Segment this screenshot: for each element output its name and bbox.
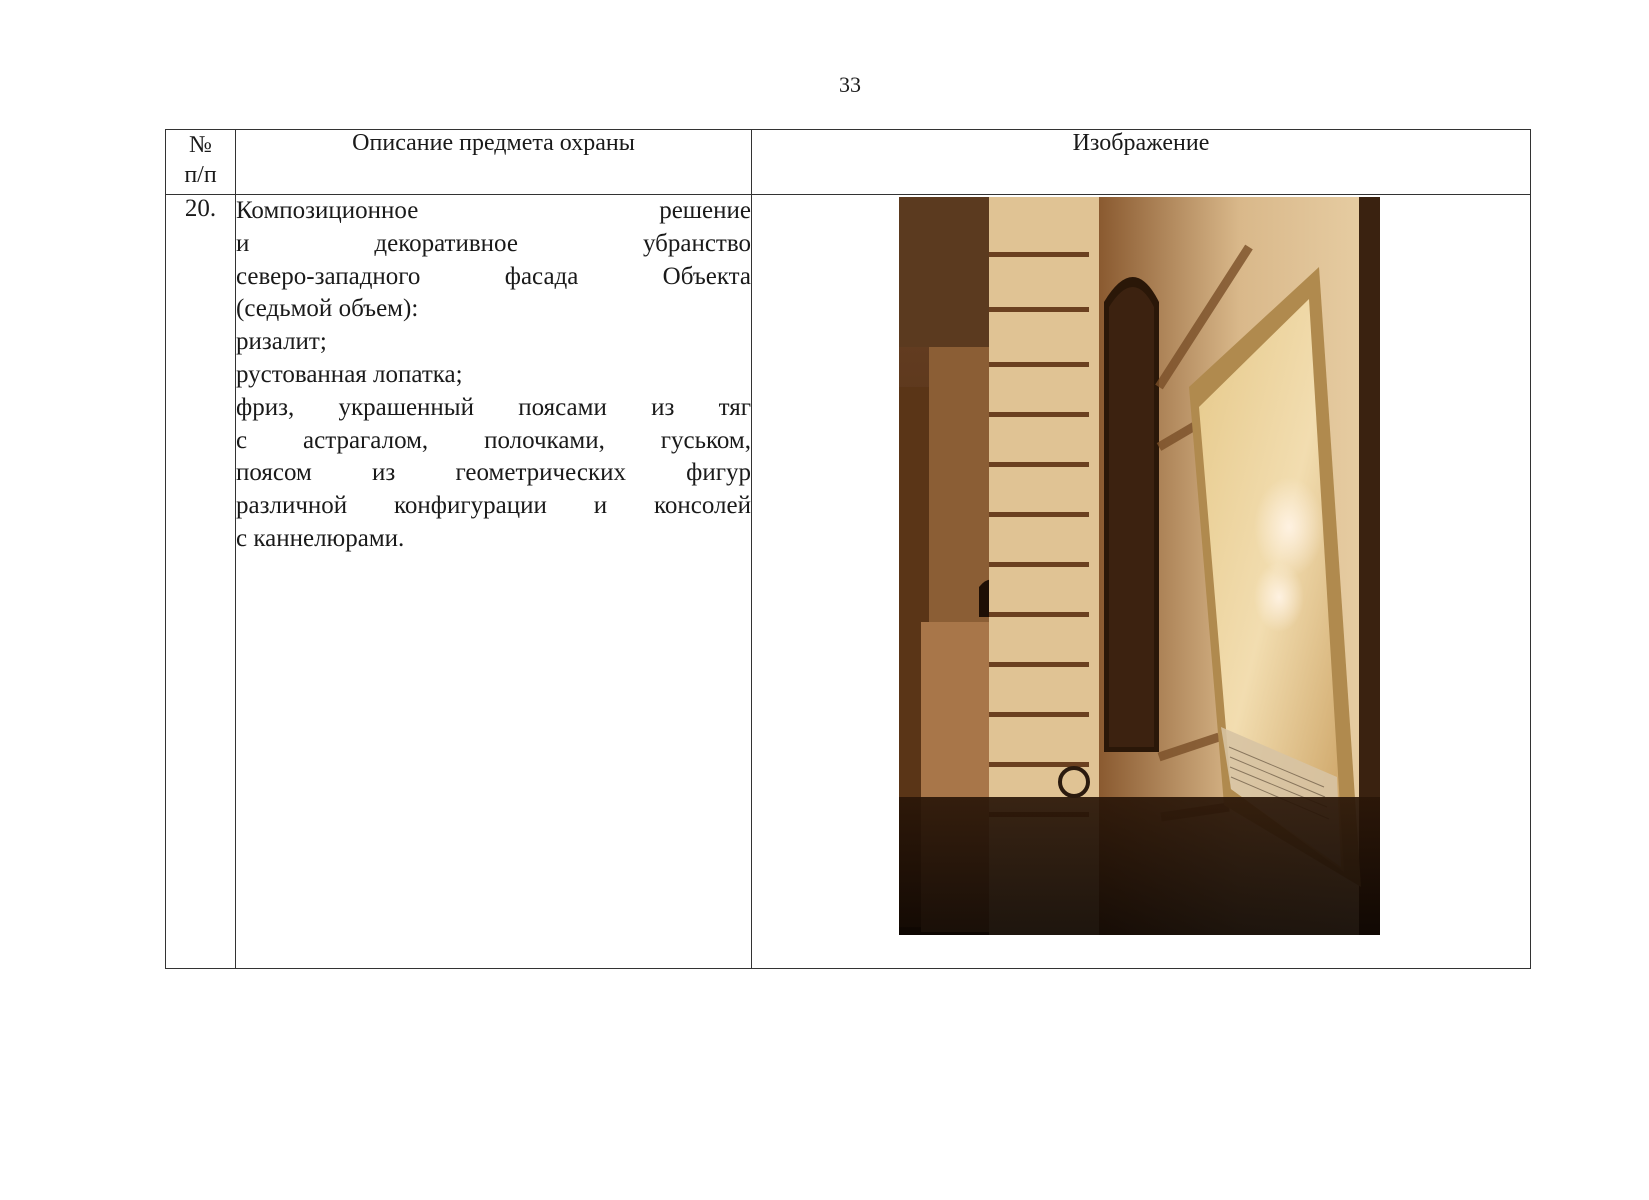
- header-image: Изображение: [752, 130, 1531, 195]
- description-line: [236, 228, 751, 261]
- description-word: решение: [659, 197, 751, 224]
- description-word: геометрических: [455, 459, 626, 487]
- description-word: из: [372, 459, 396, 487]
- protection-table: [165, 129, 1531, 969]
- description-word: фриз,: [236, 393, 295, 421]
- description-word: консолей: [654, 492, 751, 520]
- description-word: фигур: [686, 459, 751, 487]
- description-word: поясом: [236, 459, 312, 487]
- page-number: 33: [839, 72, 861, 97]
- description-word: с каннелюрами.: [236, 524, 405, 552]
- description-word: и: [593, 492, 608, 520]
- description-word: Объекта: [662, 262, 751, 290]
- description-word: полочками,: [484, 426, 605, 454]
- description-line: [236, 359, 751, 392]
- description-word: и: [236, 229, 250, 257]
- description-word: северо-западного: [236, 262, 421, 290]
- description-word: (седьмой объем):: [236, 295, 419, 323]
- description-word: гуськом,: [660, 426, 751, 454]
- description-line: [236, 425, 751, 458]
- description-word: тяг: [718, 393, 751, 421]
- description-word: различной: [236, 492, 348, 520]
- description-line: [236, 457, 751, 490]
- description-word: декоративное: [374, 229, 518, 257]
- table-header-row: [166, 130, 1531, 195]
- row-image-cell: [752, 195, 1531, 969]
- description-word: из: [651, 393, 675, 421]
- description-line: [236, 195, 751, 228]
- description-line: [236, 490, 751, 523]
- description-word: с: [236, 426, 248, 454]
- header-number-line: №: [189, 132, 212, 158]
- description-word: убранство: [642, 229, 751, 257]
- row-description: [236, 195, 752, 969]
- facade-interior-photo: [899, 197, 1380, 935]
- table-row: [166, 195, 1531, 969]
- description-word: Композиционное: [236, 197, 419, 224]
- description-word: ризалит;: [236, 328, 327, 356]
- description-line: [236, 523, 751, 556]
- description-word: рустованная лопатка;: [236, 360, 463, 388]
- description-word: фасада: [504, 262, 579, 290]
- description-word: поясами: [518, 393, 607, 421]
- header-number: [166, 130, 236, 195]
- description-word: астрагалом,: [303, 426, 429, 454]
- description-word: украшенный: [338, 393, 474, 421]
- description-word: конфигурации: [394, 492, 547, 520]
- header-number-line: п/п: [184, 162, 217, 188]
- row-number: 20.: [166, 195, 236, 969]
- description-line: [236, 293, 751, 326]
- description-line: [236, 392, 751, 425]
- description-line: [236, 261, 751, 294]
- description-line: [236, 326, 751, 359]
- header-description: Описание предмета охраны: [236, 130, 752, 195]
